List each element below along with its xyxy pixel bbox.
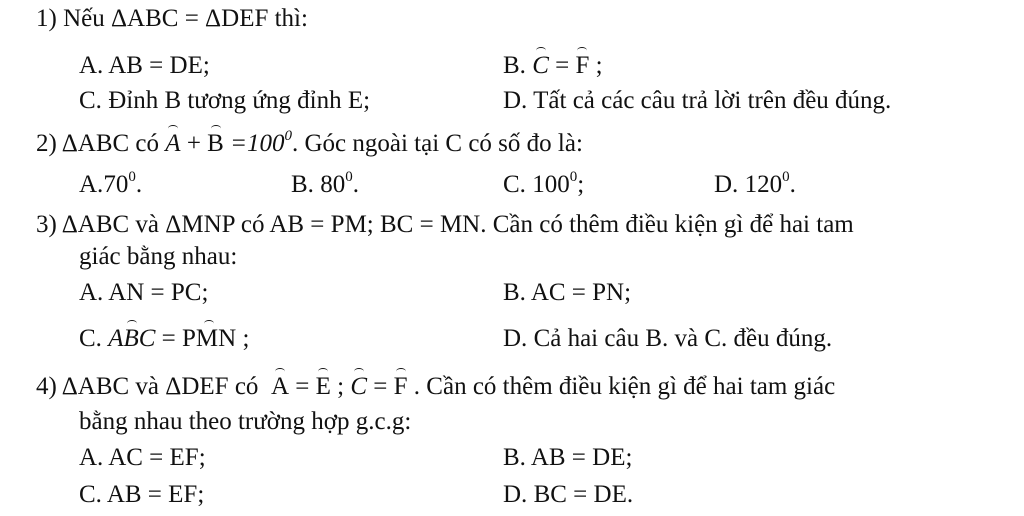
question-2-stem: 2) ΔABC có $A + B =100^0$. Góc ngoài tại C có số đo là:	[36, 127, 583, 157]
q2-option-c[interactable]: C. $100^0$;	[503, 168, 585, 198]
q1-option-d[interactable]: D. Tất cả các câu trả lời trên đều đúng.	[503, 87, 892, 114]
q3-option-b[interactable]: B. AC = PN;	[503, 279, 632, 306]
q4-option-d[interactable]: D. BC = DE.	[503, 481, 634, 508]
angle-a: A	[270, 373, 289, 400]
q3-option-a[interactable]: A. AN = PC;	[79, 279, 209, 306]
q1-option-a[interactable]: A. AB = DE;	[79, 52, 210, 79]
q2-option-b[interactable]: B. $80^0$.	[291, 168, 359, 198]
angle-a: A	[165, 130, 181, 157]
q2-option-d[interactable]: D. $120^0$.	[714, 168, 796, 198]
angle-f: F	[575, 52, 590, 79]
q3-option-d[interactable]: D. Cả hai câu B. và C. đều đúng.	[503, 325, 833, 352]
q4-option-a[interactable]: A. AC = EF;	[79, 444, 206, 471]
question-4-stem: 4) ΔABC và ΔDEF có A = E ; C = F . Cần có thêm điều kiện gì để hai tam giác	[36, 373, 836, 400]
angle-b: B	[207, 130, 224, 157]
angle-e: E	[315, 373, 331, 400]
q2-option-a[interactable]: $A.70^0$.	[79, 168, 143, 198]
question-3-stem: 3) ΔABC và ΔMNP có AB = PM; BC = MN. Cần có thêm điều kiện gì để hai tam	[36, 211, 854, 238]
question-3-stem-line2: giác bằng nhau:	[79, 243, 238, 270]
angle-c: C	[532, 52, 549, 79]
question-number: 2)	[36, 130, 57, 157]
q4-option-c[interactable]: C. AB = EF;	[79, 481, 205, 508]
q3-option-c[interactable]: C. ABC = PMN ;	[79, 325, 250, 352]
question-number: 3)	[36, 211, 57, 238]
angle-abc: ABC	[108, 325, 156, 352]
question-number: 4)	[36, 373, 57, 400]
question-4-stem-line2: bằng nhau theo trường hợp g.c.g:	[79, 408, 412, 435]
angle-c: C	[350, 373, 368, 400]
angle-pmn: PMN	[182, 325, 237, 352]
angle-f: F	[393, 373, 408, 400]
q1-option-b[interactable]: B. C = F ;	[503, 52, 603, 79]
q4-option-b[interactable]: B. AB = DE;	[503, 444, 633, 471]
question-text: Nếu ΔABC = ΔDEF thì:	[63, 5, 308, 32]
question-1-stem	[36, 4, 308, 34]
question-number: 1)	[36, 5, 57, 32]
q1-option-c[interactable]: C. Đỉnh B tương ứng đỉnh E;	[79, 87, 371, 114]
